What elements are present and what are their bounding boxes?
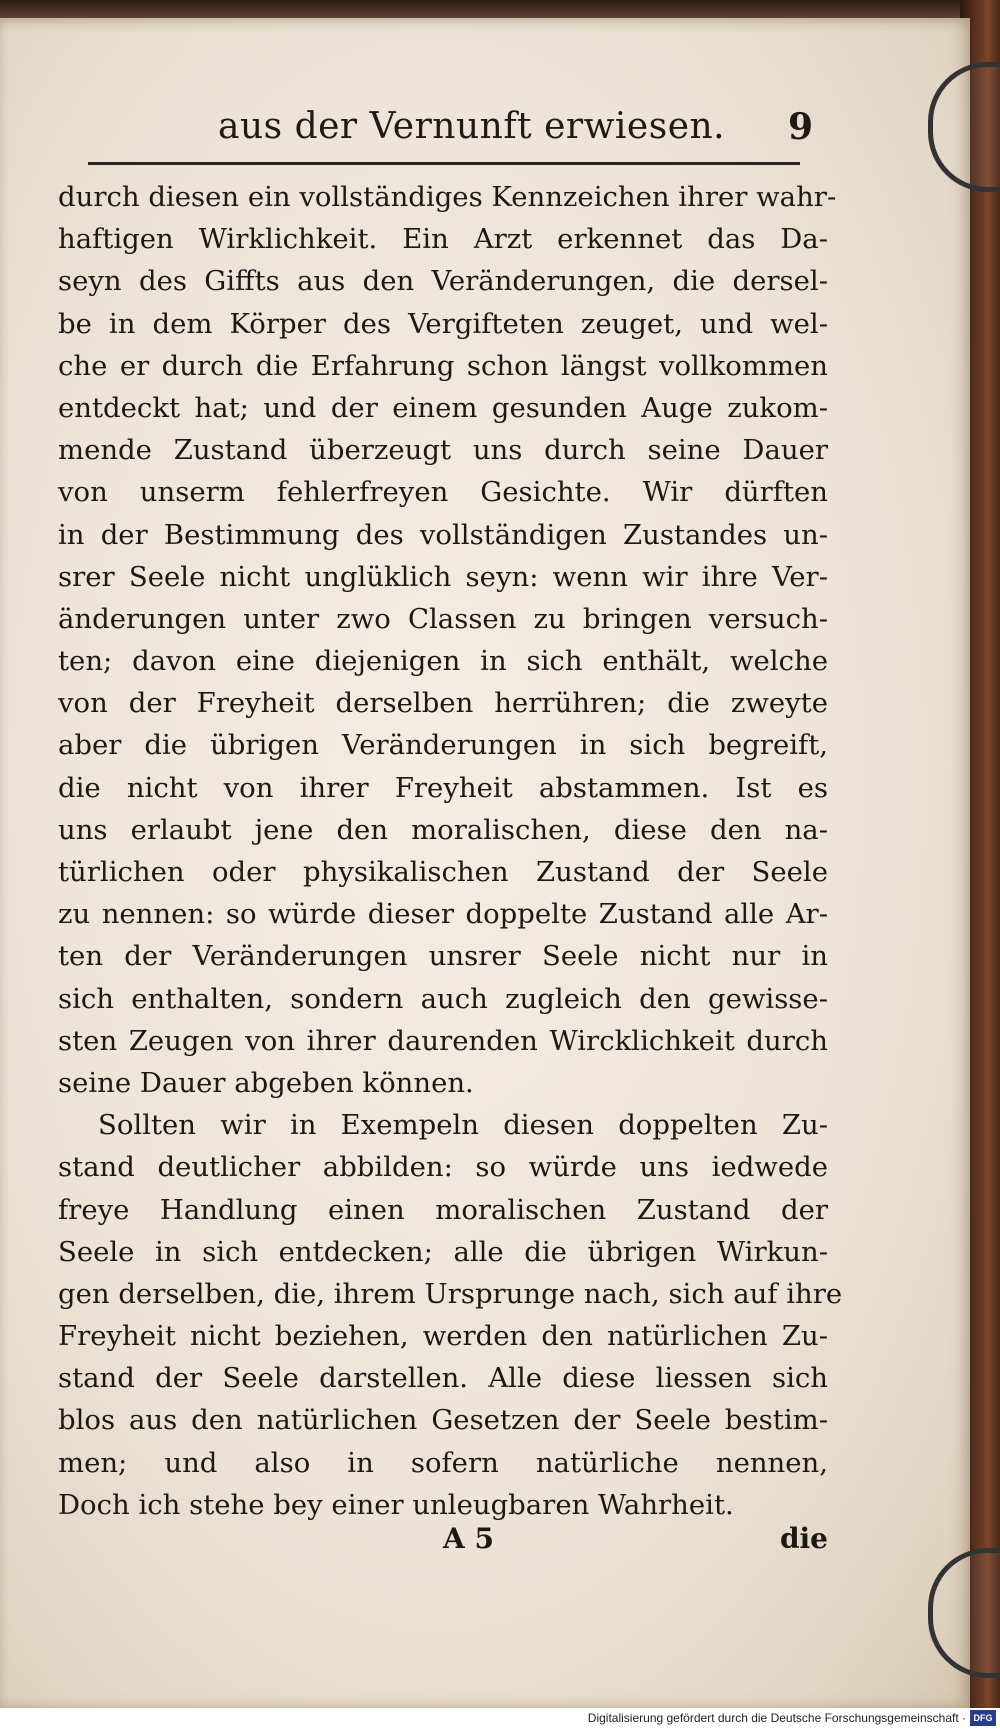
- digitization-credit: Digitalisierung gefördert durch die Deutsche Forschungsgemeinschaft ·: [587, 1711, 966, 1725]
- text-line: aber die übrigen Veränderungen in sich begreift,: [58, 729, 828, 762]
- book-page: [0, 18, 970, 1708]
- catchword: die: [779, 1522, 828, 1555]
- page-footer: [58, 1522, 828, 1562]
- running-head: aus der Vernunft erwiesen.: [218, 106, 726, 147]
- text-line: gen derselben, die, ihrem Ursprunge nach, sich auf ihre: [58, 1277, 843, 1310]
- text-line: Doch ich stehe bey einer unleugbaren Wahrheit.: [58, 1488, 734, 1521]
- text-line: be in dem Körper des Vergifteten zeuget, und wel-: [58, 307, 828, 340]
- text-line: Seele in sich entdecken; alle die übrigen Wirkun-: [58, 1235, 828, 1268]
- dfg-logo-icon: DFG: [970, 1710, 996, 1726]
- signature-mark: A 5: [443, 1522, 494, 1555]
- text-line: srer Seele nicht unglüklich seyn: wenn wir ihre Ver-: [58, 560, 828, 593]
- text-line: blos aus den natürlichen Gesetzen der Seele bestim-: [58, 1404, 828, 1437]
- text-line: entdeckt hat; und der einem gesunden Auge zukom-: [58, 391, 828, 424]
- text-line: che er durch die Erfahrung schon längst vollkommen: [58, 349, 828, 382]
- text-line: die nicht von ihrer Freyheit abstammen. Ist es: [58, 771, 828, 804]
- text-line: türlichen oder physikalischen Zustand der Seele: [58, 856, 828, 888]
- credit-strip: [0, 1708, 1000, 1730]
- text-line: sten Zeugen von ihrer daurenden Wircklichkeit durch: [58, 1024, 828, 1057]
- text-line: stand deutlicher abbilden: so würde uns iedwede: [58, 1151, 828, 1184]
- text-line: men; und also in sofern natürliche nennen,: [58, 1446, 828, 1479]
- text-line: seine Dauer abgeben können.: [58, 1066, 474, 1099]
- text-line: in der Bestimmung des vollständigen Zustandes un-: [58, 518, 828, 551]
- page-header: [88, 98, 828, 168]
- text-line: sich enthalten, sondern auch zugleich den gewisse-: [58, 982, 828, 1015]
- text-line: mende Zustand überzeugt uns durch seine Dauer: [58, 434, 828, 467]
- text-line: stand der Seele darstellen. Alle diese liessen sich: [58, 1362, 828, 1395]
- text-line: von der Freyheit derselben herrühren; die zweyte: [58, 687, 828, 720]
- text-line: zu nennen: so würde dieser doppelte Zustand alle Ar-: [58, 898, 828, 931]
- text-line: änderungen unter zwo Classen zu bringen versuch-: [58, 602, 828, 635]
- page-number: 9: [788, 106, 814, 148]
- text-line: Sollten wir in Exempeln diesen doppelten Zu-: [98, 1109, 828, 1142]
- text-line: freye Handlung einen moralischen Zustand der: [58, 1193, 828, 1226]
- text-line: haftigen Wirklichkeit. Ein Arzt erkennet das Da-: [58, 223, 828, 256]
- text-line: durch diesen ein vollständiges Kennzeichen ihrer wahr-: [58, 181, 837, 213]
- header-rule: [88, 162, 800, 165]
- text-line: uns erlaubt jene den moralischen, diese den na-: [58, 813, 828, 846]
- text-line: seyn des Giffts aus den Veränderungen, die dersel-: [58, 265, 828, 298]
- body-text: [58, 176, 843, 1526]
- text-line: ten der Veränderungen unsrer Seele nicht nur in: [58, 940, 828, 973]
- text-line: ten; davon eine diejenigen in sich enthält, welche: [58, 645, 828, 678]
- text-line: von unserm fehlerfreyen Gesichte. Wir dürften: [58, 476, 828, 509]
- text-line: Freyheit nicht beziehen, werden den natürlichen Zu-: [58, 1320, 828, 1353]
